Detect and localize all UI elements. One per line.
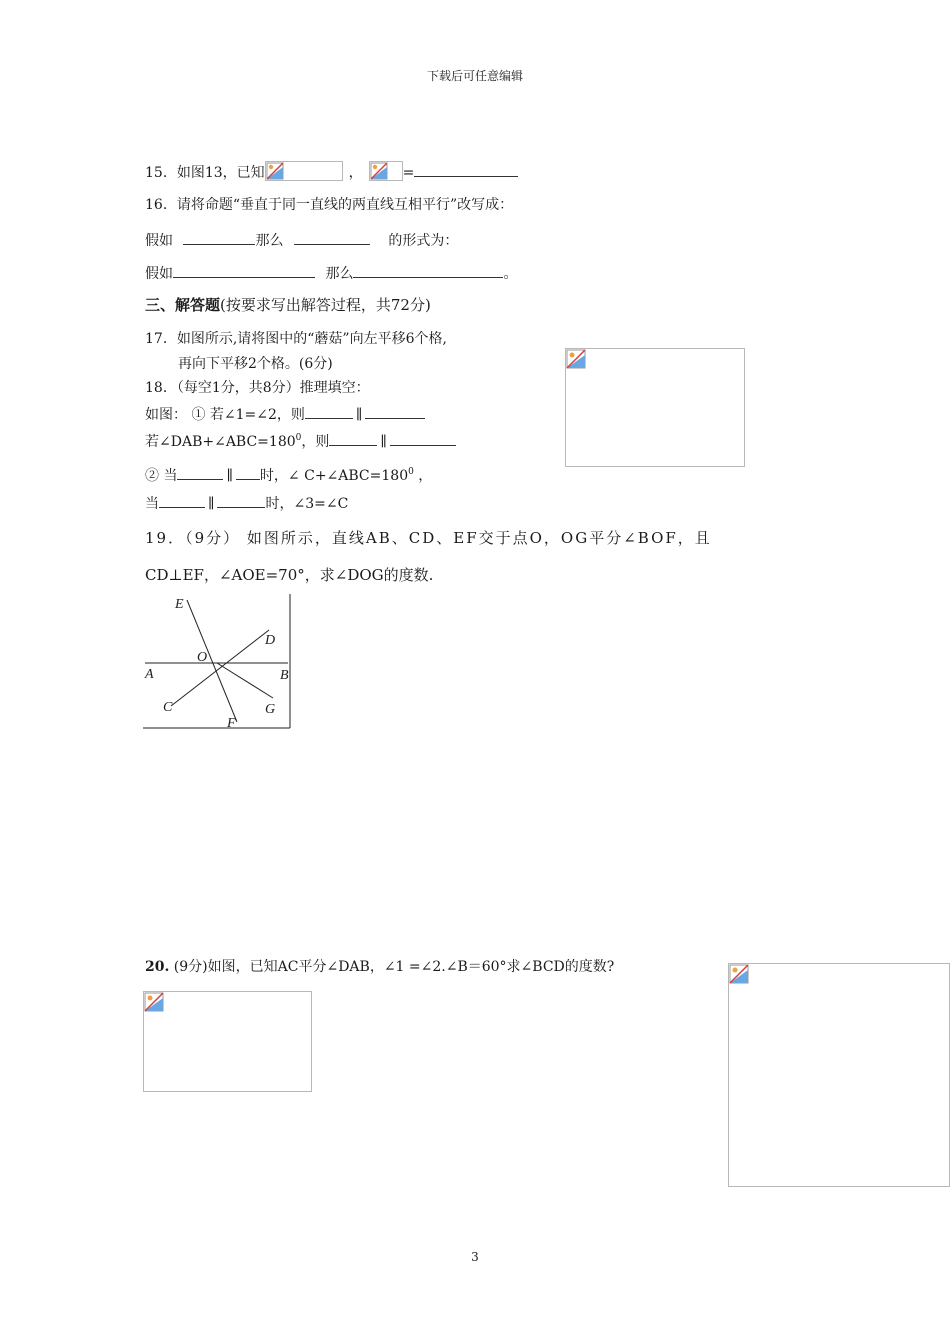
question-17-line1: 17．如图所示,请将图中的“蘑菇”向左平移6个格, <box>145 331 447 347</box>
q18-blank-2 <box>365 404 425 419</box>
question-18-line2 <box>145 404 425 424</box>
question-15 <box>145 161 518 182</box>
q18-blank-5 <box>177 465 223 480</box>
q15-comma: ， <box>348 165 363 181</box>
q16-blank-4 <box>353 263 503 278</box>
label-e: E <box>175 597 184 612</box>
q18-text-h: 时，∠3=∠C <box>265 496 349 512</box>
question-19-line1: 19．（9分） 如图所示，直线AB、CD、EF交于点O，OG平分∠BOF，且 <box>145 529 712 547</box>
q17-figure-image <box>565 348 745 467</box>
q18-blank-6 <box>236 465 260 480</box>
question-20 <box>145 958 614 976</box>
q18-parallel-2: ∥ <box>380 434 387 450</box>
question-16-line2 <box>145 230 458 250</box>
q18-parallel-1: ∥ <box>355 407 363 423</box>
label-a: A <box>145 667 154 682</box>
q18-parallel-4: ∥ <box>208 496 215 512</box>
question-18-line1: 18．（每空1分，共8分）推理填空： <box>145 380 370 396</box>
q18-blank-4 <box>390 431 456 446</box>
q16-if-label-2: 假如 <box>145 266 173 282</box>
broken-image-icon <box>566 349 586 369</box>
page-header: 下载后可任意编辑 <box>426 69 523 83</box>
broken-image-icon <box>729 964 749 984</box>
broken-image-icon <box>370 162 388 180</box>
q18-blank-8 <box>217 493 265 508</box>
question-16-line1: 16．请将命题“垂直于同一直线的两直线互相平行”改写成： <box>145 197 514 213</box>
q18-text-b: 若∠DAB+∠ABC=180 <box>145 434 296 450</box>
q16-blank-2 <box>294 230 370 245</box>
q18-degree-2: 0 <box>408 467 414 477</box>
q18-text-g: 当 <box>145 496 159 512</box>
question-19-line2: CD⊥EF，∠AOE=70°，求∠DOG的度数. <box>145 566 434 584</box>
broken-image-icon <box>266 162 284 180</box>
section-3-title: 三、解答题 <box>145 296 221 314</box>
q16-blank-3 <box>173 263 315 278</box>
label-b: B <box>280 668 289 683</box>
label-g: G <box>265 702 276 717</box>
question-18-line3 <box>145 429 456 451</box>
q16-period: 。 <box>503 266 518 282</box>
q15-image-1 <box>265 161 343 181</box>
q15-prefix: 15．如图13，已知 <box>145 165 265 181</box>
q18-blank-1 <box>305 404 353 419</box>
q18-text-d: ② 当 <box>145 468 178 484</box>
label-f: F <box>227 716 236 730</box>
q19-figure <box>143 594 293 730</box>
broken-image-icon <box>144 992 164 1012</box>
q20-figure-image-left <box>143 991 312 1092</box>
question-18-line5 <box>145 493 348 513</box>
page-number: 3 <box>471 1250 479 1264</box>
q18-text-a: 如图： ① 若∠1=∠2，则 <box>145 407 305 423</box>
q15-answer-blank <box>414 162 518 177</box>
q18-text-f: ， <box>413 468 433 484</box>
q16-then-label: 那么 <box>255 233 284 249</box>
q18-text-c: ，则 <box>301 434 330 450</box>
q16-form-label: 的形式为： <box>388 233 459 249</box>
q20-text: (9分)如图，已知AC平分∠DAB，∠1 =∠2.∠B＝60°求∠BCD的度数? <box>169 959 615 975</box>
question-18-line4 <box>145 463 432 485</box>
q18-blank-3 <box>329 431 377 446</box>
line-cd <box>171 630 269 706</box>
section-3-heading <box>145 295 431 315</box>
q20-number: 20. <box>145 959 170 975</box>
question-17-line2: 再向下平移2个格。(6分) <box>178 356 333 372</box>
q18-blank-7 <box>159 493 205 508</box>
q15-equals: = <box>402 165 415 181</box>
q16-blank-1 <box>183 230 255 245</box>
q16-then-label-2: 那么 <box>325 266 354 282</box>
q15-image-2 <box>369 161 403 181</box>
q16-if-label: 假如 <box>145 233 173 249</box>
q18-text-e: 时，∠ C+∠ABC=180 <box>259 468 409 484</box>
label-d: D <box>265 633 276 648</box>
label-c: C <box>163 700 173 715</box>
question-16-line3 <box>145 263 517 283</box>
q18-degree-1: 0 <box>295 433 302 443</box>
q18-parallel-3: ∥ <box>226 468 233 484</box>
section-3-note: (按要求写出解答过程，共72分) <box>220 296 431 314</box>
label-o: O <box>197 650 208 665</box>
q20-figure-image-right <box>728 963 950 1187</box>
